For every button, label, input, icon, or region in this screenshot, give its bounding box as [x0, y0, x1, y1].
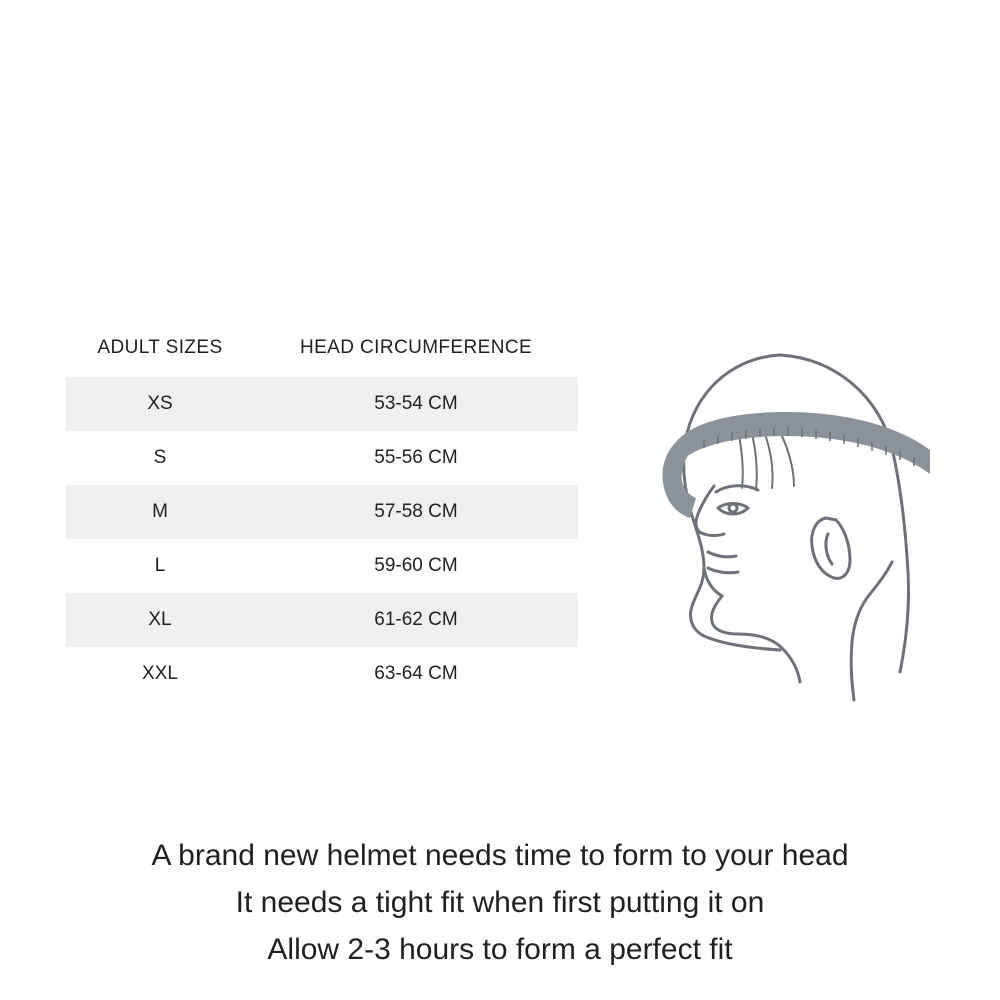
table-row [66, 593, 578, 647]
size-chart-table [66, 325, 578, 701]
cell-circumference: 63-64 CM [254, 647, 578, 701]
fit-instruction-line: Allow 2-3 hours to form a perfect fit [267, 933, 733, 966]
cell-circumference: 57-58 CM [254, 485, 578, 539]
cell-circumference: 55-56 CM [254, 431, 578, 485]
cell-size: XS [66, 377, 254, 431]
head-with-measuring-tape-diagram [630, 322, 970, 702]
cell-circumference: 61-62 CM [254, 593, 578, 647]
cell-size: XL [66, 593, 254, 647]
table-row [66, 539, 578, 593]
cell-circumference: 53-54 CM [254, 377, 578, 431]
cell-size: S [66, 431, 254, 485]
fit-instruction-line: It needs a tight fit when first putting it on [235, 886, 765, 919]
cell-circumference: 59-60 CM [254, 539, 578, 593]
table-row [66, 647, 578, 701]
column-header-head-circumference: HEAD CIRCUMFERENCE [254, 325, 578, 377]
table-row [66, 431, 578, 485]
table-row [66, 485, 578, 539]
fit-instruction-line: A brand new helmet needs time to form to your head [151, 839, 849, 872]
cell-size: L [66, 539, 254, 593]
cell-size: XXL [66, 647, 254, 701]
table-row [66, 377, 578, 431]
cell-size: M [66, 485, 254, 539]
fit-instructions [0, 832, 1000, 973]
column-header-adult-sizes: ADULT SIZES [66, 325, 254, 377]
table-header-row [66, 325, 578, 377]
